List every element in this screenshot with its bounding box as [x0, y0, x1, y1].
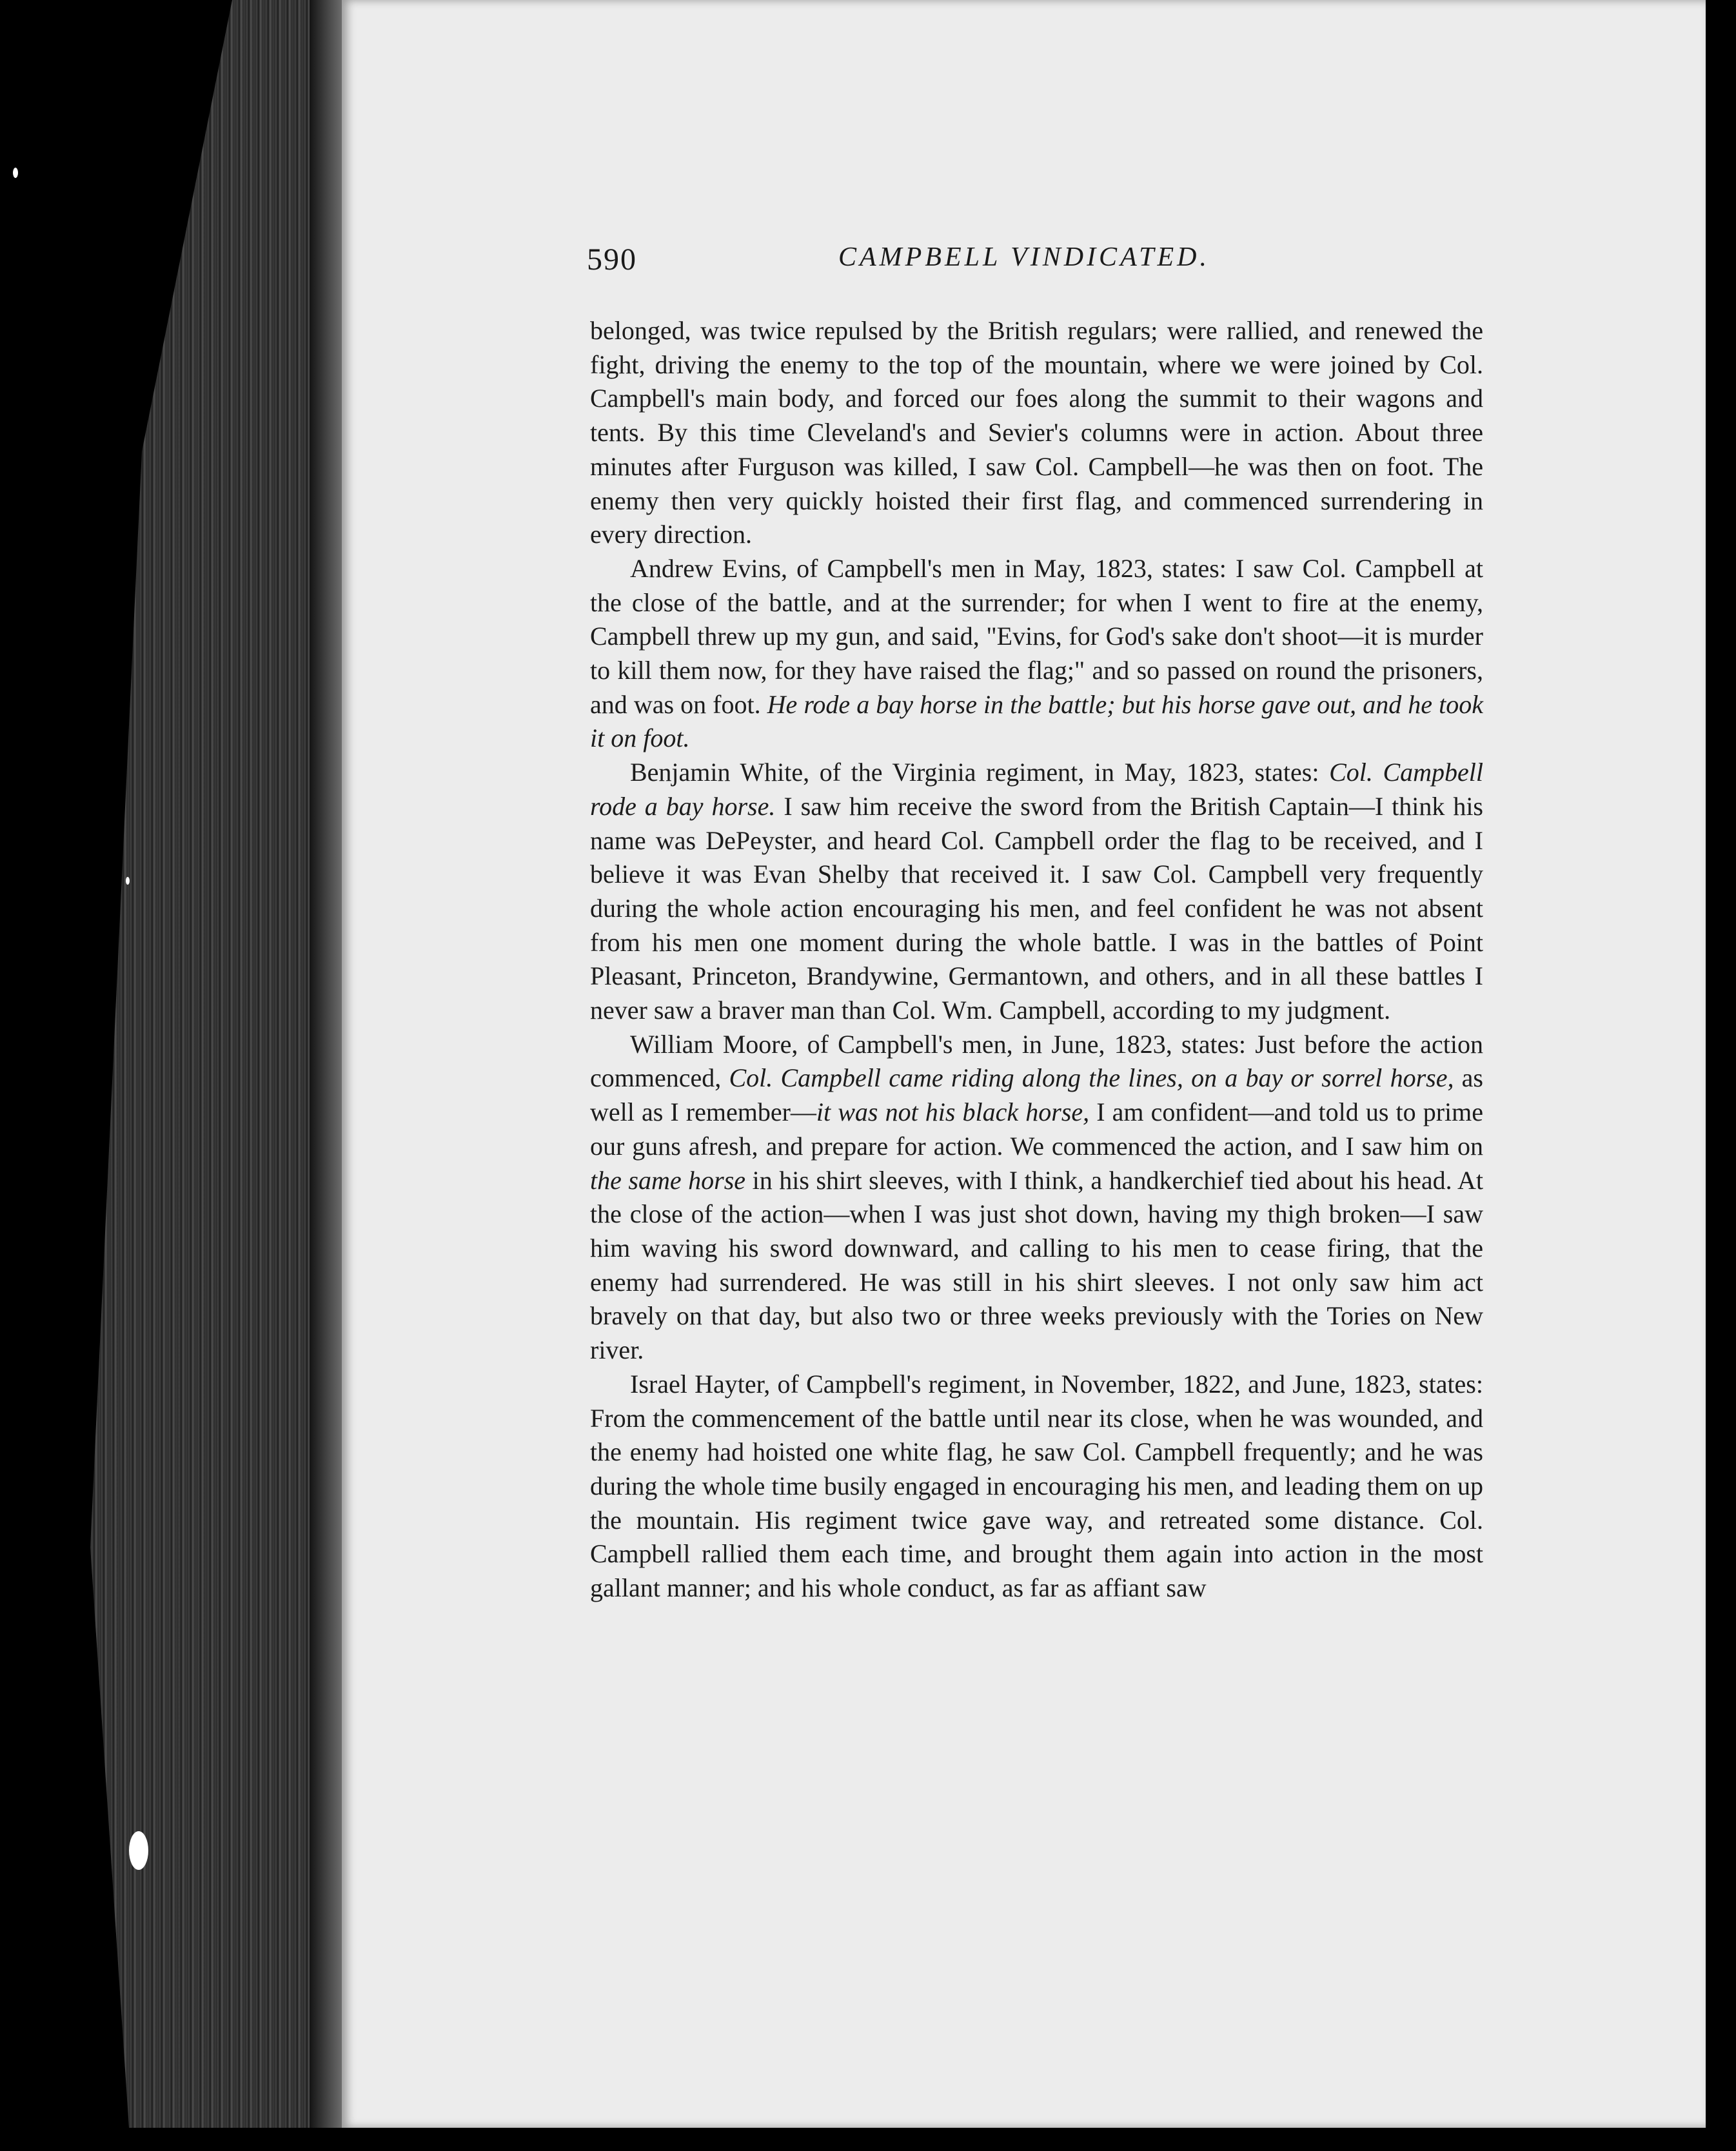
body-text	[590, 314, 1483, 1606]
dust-speck	[13, 168, 18, 178]
text-run: Benjamin White, of the Virginia regiment, in May, 1823, states:	[630, 758, 1330, 787]
dust-speck	[129, 1831, 148, 1870]
text-run: I saw him receive the sword from the British Captain—I think his name was DePeyster, and heard Col. Campbell order the flag to be received, and I believe it was Evan Shelby that received it. I saw Col. Campbell very frequently during the whole action encouraging his men, and feel confident he was not absent from his men one moment during the whole battle. I was in the battles of Point Pleasant, Princeton, Brandywine, Germantown, and others, and in all these battles I never saw a braver man than Col. Wm. Campbell, according to my judgment.	[590, 791, 1484, 1025]
text-run: I am confident—and told us to prime our guns afresh, and prepare for action. We commenced the action, and I saw him on	[590, 1097, 1484, 1161]
italic-text: Col. Campbell rode a bay horse.	[590, 758, 1483, 821]
paragraph	[590, 314, 1483, 552]
italic-text: it was not his black horse,	[816, 1097, 1090, 1127]
running-head: CAMPBELL VINDICATED.	[838, 242, 1210, 272]
italic-text: He rode a bay horse in the battle; but his horse gave out, and he took it on foot.	[590, 689, 1483, 753]
paragraph	[590, 552, 1483, 756]
paragraph	[590, 756, 1483, 1028]
page-number: 590	[587, 242, 637, 277]
text-run: belonged, was twice repulsed by the British regulars; were rallied, and renewed the fight, driving the enemy to the top of the mountain, where we were joined by Col. Campbell's main body, and forced our foes along the summit to their wagons and tents. By this time Cleveland's and Sevier's columns were in action. About three minutes after Furguson was killed, I saw Col. Campbell—he was then on foot. The enemy then very quickly hoisted their first flag, and commenced surrendering in every direction.	[590, 316, 1483, 549]
page-header	[587, 242, 1483, 293]
text-run: as well as I remember—	[590, 1063, 1483, 1127]
text-run: William Moore, of Campbell's men, in June, 1823, states: Just before the action commenced,	[590, 1029, 1483, 1093]
italic-text: Col. Campbell came riding along the lines, on a bay or sorrel horse,	[729, 1063, 1454, 1093]
paragraph	[590, 1028, 1483, 1368]
dust-speck	[126, 877, 130, 885]
paragraph	[590, 1368, 1483, 1606]
italic-text: the same horse	[590, 1165, 746, 1195]
text-run: Israel Hayter, of Campbell's regiment, in November, 1822, and June, 1823, states: From the commencement of the battle until near its close, when he was wounded, and the enemy had hoisted one white flag, he saw Col. Campbell frequently; and he was during the whole time busily engaged in encouraging his men, and leading them on up the mountain. His regiment twice gave way, and retreated some distance. Col. Campbell rallied them each time, and brought them again into action in the most gallant manner; and his whole conduct, as far as affiant saw	[590, 1369, 1483, 1603]
right-border	[1706, 0, 1736, 2151]
text-run: Andrew Evins, of Campbell's men in May, 1823, states: I saw Col. Campbell at the close of the battle, and at the surrender; for when I went to fire at the enemy, Campbell threw up my gun, and said, "Evins, for God's sake don't shoot—it is murder to kill them now, for they have raised the flag;" and so passed on round the prisoners, and was on foot.	[590, 553, 1483, 719]
text-run: in his shirt sleeves, with I think, a handkerchief tied about his head. At the close of the action—when I was just shot down, having my thigh broken—I saw him waving his sword downward, and calling to his men to cease firing, that the enemy had surrendered. He was still in his shirt sleeves. I not only saw him act bravely on that day, but also two or three weeks previously with the Tories on New river.	[590, 1165, 1483, 1365]
